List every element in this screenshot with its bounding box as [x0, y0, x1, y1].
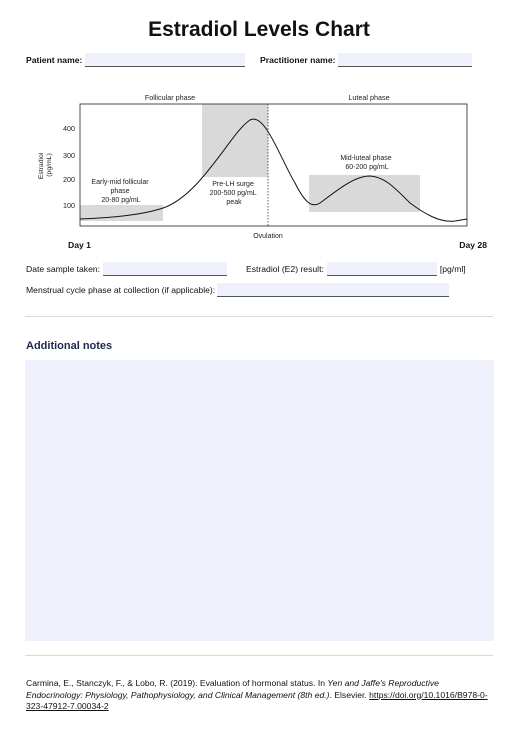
mid-line1: Mid-luteal phase	[340, 155, 392, 162]
section-divider-bottom	[25, 655, 493, 656]
early-line2: phase	[110, 188, 130, 195]
y-tick-200: 200	[63, 175, 75, 184]
y-tick-400: 400	[63, 124, 75, 133]
surge-line2: 200-500 pg/mL	[209, 190, 257, 197]
date-sample-label: Date sample taken:	[26, 264, 101, 274]
result-unit-label: [pg/ml]	[439, 264, 466, 274]
pre-lh-surge-annotation	[210, 181, 259, 206]
mid-luteal-range-box	[309, 175, 420, 212]
day-start-label: Day 1	[68, 240, 91, 250]
practitioner-name-label: Practitioner name:	[260, 55, 336, 65]
estradiol-result-label: Estradiol (E2) result:	[246, 264, 324, 274]
early-line1: Early-mid follicular	[91, 179, 149, 186]
phase-row	[26, 283, 449, 297]
early-line3: 20-80 pg/mL	[101, 197, 141, 204]
surge-line3: peak	[226, 199, 242, 206]
section-divider-top	[25, 316, 493, 317]
estradiol-result-field[interactable]	[327, 262, 437, 276]
date-sample-field[interactable]	[103, 262, 227, 276]
citation	[26, 678, 496, 713]
early-follicular-annotation	[91, 179, 150, 204]
y-tick-100: 100	[63, 201, 75, 210]
y-axis-label-line2: (pg/mL)	[46, 153, 53, 177]
luteal-phase-label: Luteal phase	[348, 93, 390, 102]
result-row	[246, 262, 466, 276]
y-tick-300: 300	[63, 151, 75, 160]
notes-heading: Additional notes	[26, 340, 113, 352]
patient-name-field[interactable]	[85, 53, 245, 67]
y-axis-label	[38, 151, 53, 179]
ovulation-label: Ovulation	[253, 233, 283, 240]
mid-luteal-annotation	[340, 155, 393, 171]
notes-textarea[interactable]	[25, 360, 494, 641]
cycle-phase-field[interactable]	[217, 283, 449, 297]
date-row	[26, 262, 227, 276]
practitioner-name-field[interactable]	[338, 53, 472, 67]
citation-italic: Yen and Jaffe's Reproductive Endocrinology: Physiology, Pathophysiology, and Clinical Management (8th ed.)	[26, 678, 439, 700]
surge-line1: Pre-LH surge	[212, 181, 254, 188]
page-title: Estradiol Levels Chart	[148, 18, 370, 41]
cycle-phase-label: Menstrual cycle phase at collection (if applicable):	[26, 285, 216, 295]
practitioner-row	[260, 53, 472, 67]
citation-part2: . Elsevier.	[329, 689, 370, 700]
citation-part1: Carmina, E., Stanczyk, F., & Lobo, R. (2019). Evaluation of hormonal status. In	[26, 678, 328, 688]
y-axis-label-line1: Estradiol	[38, 152, 45, 180]
patient-name-label: Patient name:	[26, 55, 83, 65]
citation-doi-link[interactable]: https://doi.org/10.1016/B978-0-323-47912-7.00034-2	[26, 689, 488, 712]
mid-line2: 60-200 pg/mL	[345, 164, 389, 171]
day-end-label: Day 28	[459, 240, 487, 250]
patient-row	[26, 53, 245, 67]
follicular-phase-label: Follicular phase	[144, 93, 196, 102]
estradiol-chart	[0, 88, 518, 256]
